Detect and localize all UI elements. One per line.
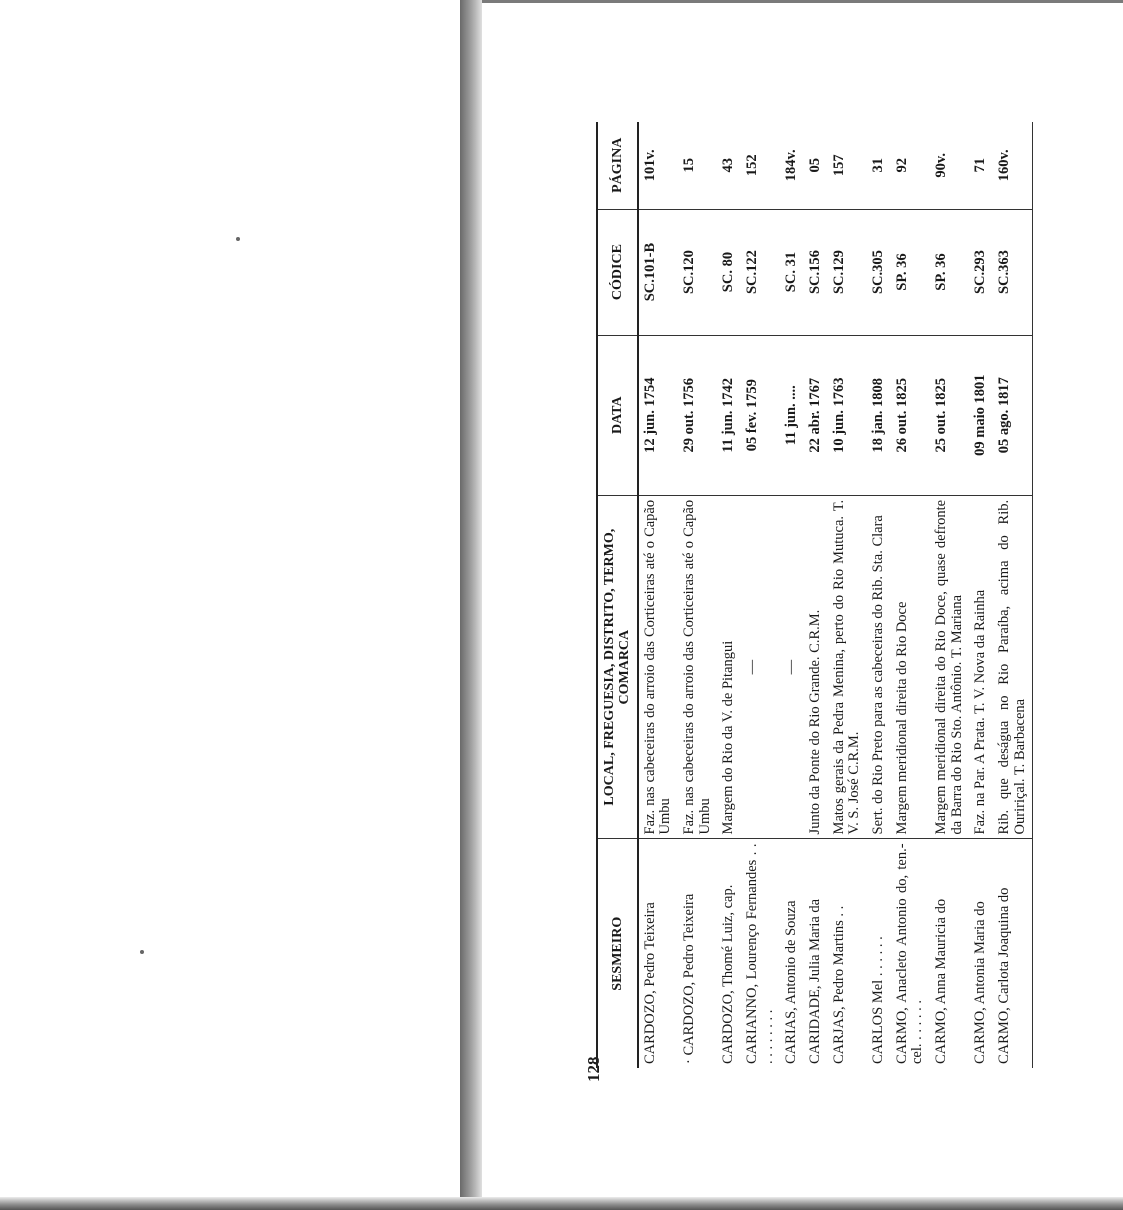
table-header-row	[597, 122, 638, 1068]
table-row	[930, 122, 969, 1068]
cell-local: Junto da Ponte do Rio Grande. C.R.M.	[804, 495, 828, 839]
cell-pagina: 05	[804, 122, 828, 209]
cell-codice: SC.363	[993, 209, 1033, 335]
page-top-edge	[482, 0, 1123, 3]
header-codice: CÓDICE	[597, 209, 638, 335]
cell-local: Faz. na Par. A Prata. T. V. Nova da Rainha	[969, 495, 993, 839]
table-row	[741, 122, 780, 1068]
cell-sesmeiro: CARMO, Anacleto Antonio do, ten.-cel. . . . . . .	[893, 843, 926, 1064]
cell-sesmeiro: CARIDADE, Julia Maria da	[807, 898, 824, 1064]
cell-pagina: 184v.	[780, 122, 804, 209]
header-pagina: PÁGINA	[597, 122, 638, 209]
cell-pagina: 71	[969, 122, 993, 209]
scan-speck	[140, 950, 144, 954]
header-sesmeiro: SESMEIRO	[597, 839, 638, 1068]
cell-local: Faz. nas cabeceiras do arroio das Corticeiras até o Capão Umbu	[678, 495, 717, 839]
cell-pagina: 157	[828, 122, 867, 209]
cell-local	[741, 495, 780, 839]
cell-sesmeiro: CARLOS Mel . . . . . .	[870, 936, 886, 1064]
rotated-page-content	[584, 122, 1054, 1082]
cell-sesmeiro: CARMO, Antonia Maria do	[972, 901, 989, 1064]
cell-sesmeiro: CARDOZO, Thomé Luiz, cap.	[720, 884, 737, 1064]
cell-pagina: 160v.	[993, 122, 1033, 209]
cell-local: Margem meridional direita do Rio Doce	[891, 495, 930, 839]
cell-sesmeiro: CARDOZO, Pedro Teixeira	[641, 902, 658, 1064]
cell-codice: SC. 80	[717, 209, 741, 335]
cell-pagina: 43	[717, 122, 741, 209]
table-row	[969, 122, 993, 1068]
cell-data: 22 abr. 1767	[804, 335, 828, 495]
cell-local: Rib. que deságua no Rio Paraíba, acima do Rib. Ouririçal. T. Barbacena	[993, 495, 1033, 839]
cell-codice: SP. 36	[891, 209, 930, 335]
page-number: 128	[584, 1056, 603, 1082]
cell-data: 29 out. 1756	[678, 335, 717, 495]
table-row	[804, 122, 828, 1068]
cell-codice: SC.293	[969, 209, 993, 335]
cell-codice: SC.129	[828, 209, 867, 335]
table-row	[678, 122, 717, 1068]
ditto-dash: —	[783, 659, 800, 675]
cell-pagina: 92	[891, 122, 930, 209]
cell-data: 09 maio 1801	[969, 335, 993, 495]
cell-sesmeiro: CARMO, Anna Mauricia do	[932, 898, 949, 1064]
cell-data: 26 out. 1825	[891, 335, 930, 495]
cell-pagina: 101v.	[638, 122, 678, 209]
table-row	[828, 122, 867, 1068]
cell-sesmeiro: CARJAS, Pedro Martins . .	[830, 905, 847, 1064]
table-row	[993, 122, 1033, 1068]
book-gutter-shadow	[460, 0, 482, 1210]
cell-data: 11 jun. 1742	[717, 335, 741, 495]
cell-local: Faz. nas cabeceiras do arroio das Corticeiras até o Capão Umbu	[638, 495, 678, 839]
cell-sesmeiro: · CARDOZO, Pedro Teixeira	[681, 893, 698, 1064]
cell-codice: SC.120	[678, 209, 717, 335]
table-row	[891, 122, 930, 1068]
table-row	[780, 122, 804, 1068]
scan-speck	[236, 237, 240, 241]
cell-data: 12 jun. 1754	[638, 335, 678, 495]
cell-pagina: 31	[867, 122, 891, 209]
header-data: DATA	[597, 335, 638, 495]
page-bottom-edge	[0, 1197, 1123, 1210]
cell-local	[780, 495, 804, 839]
cell-pagina: 15	[678, 122, 717, 209]
cell-codice: SC.101-B	[638, 209, 678, 335]
sesmarias-table	[596, 122, 1033, 1068]
cell-codice: SC. 31	[780, 209, 804, 335]
table-row	[717, 122, 741, 1068]
table-row	[638, 122, 678, 1068]
cell-codice: SP. 36	[930, 209, 969, 335]
cell-data: 25 out. 1825	[930, 335, 969, 495]
table-row	[867, 122, 891, 1068]
cell-data: 10 jun. 1763	[828, 335, 867, 495]
ditto-dash: —	[744, 659, 761, 675]
cell-data: 05 fev. 1759	[741, 335, 780, 495]
cell-codice: SC.122	[741, 209, 780, 335]
cell-sesmeiro: CARIAS, Antonio de Souza	[783, 900, 800, 1064]
header-local: LOCAL, FREGUESIA, DISTRITO, TERMO, COMARCA	[597, 495, 638, 839]
cell-data: 18 jan. 1808	[867, 335, 891, 495]
cell-local: Margem do Rio da V. de Pitangui	[717, 495, 741, 839]
cell-data: 11 jun. ....	[780, 335, 804, 495]
cell-codice: SC.156	[804, 209, 828, 335]
cell-pagina: 90v.	[930, 122, 969, 209]
cell-local: Sert. do Rio Preto para as cabeceiras do Rib. Sta. Clara	[867, 495, 891, 839]
cell-codice: SC.305	[867, 209, 891, 335]
cell-local: Matos gerais da Pedra Menina, perto do Rio Mutuca. T. V. S. José C.R.M.	[828, 495, 867, 839]
cell-data: 05 ago. 1817	[993, 335, 1033, 495]
cell-local: Margem meridional direita do Rio Doce, quase defronte da Barra do Rio Sto. Antônio. T. Mariana	[930, 495, 969, 839]
cell-sesmeiro: CARIANNO, Lourenço Fernandes . . . . . . . . . .	[744, 843, 776, 1064]
cell-sesmeiro: CARMO, Carlota Joaquina do	[993, 839, 1033, 1068]
cell-pagina: 152	[741, 122, 780, 209]
